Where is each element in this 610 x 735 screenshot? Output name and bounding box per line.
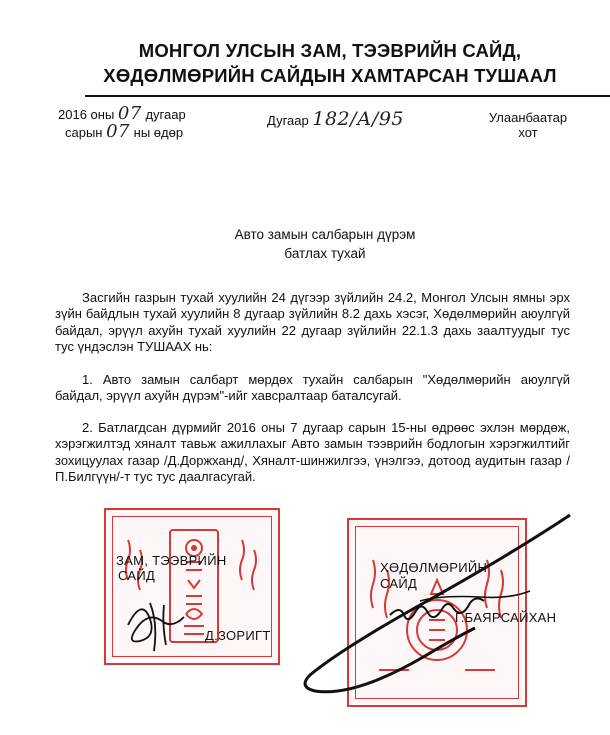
right-signer-name: Г.БАЯРСАЙХАН xyxy=(455,610,557,625)
header-rule xyxy=(85,95,610,97)
place-city: Улаанбаатар xyxy=(488,110,568,125)
date-line-1 xyxy=(58,103,186,124)
place-block xyxy=(483,110,573,140)
date-line-2 xyxy=(65,121,184,142)
clause-1-text: 1. Авто замын салбарт мөрдөх тухайн салбарын "Хөдөлмөрийн аюулгүй байдал, эрүүл ахуйн дүрэм"-ийг хавсралтаар баталсугай. xyxy=(55,372,570,404)
preamble-paragraph xyxy=(55,290,570,355)
number-block xyxy=(267,108,405,130)
place-suffix: хот xyxy=(518,125,538,140)
date-day-prefix: сарын xyxy=(65,125,103,140)
number-label: Дугаар xyxy=(267,113,309,128)
date-month-suffix: дугаар xyxy=(145,107,186,122)
doc-title-line-1: Авто замын салбарын дүрэм xyxy=(234,227,416,242)
left-handwritten-signature xyxy=(120,585,210,655)
header-line-2: ХӨДӨЛМӨРИЙН САЙДЫН ХАМТАРСАН ТУШААЛ xyxy=(103,65,557,86)
date-day-suffix: ны өдөр xyxy=(133,125,184,140)
clause-2-text: 2. Батлагдсан дүрмийг 2016 оны 7 дугаар сарын 15-ны өдрөөс эхлэн мөрдөж, хэрэгжилтэд хяналт тавьж ажиллахыг Авто замын тээврийн бодлогын хэрэгжилтийг зохицуулах газар /Д.Доржханд/, Хяналт-шинжилгээ, үнэлгээ, дотоод аудитын газар /П.Билгүүн/-т тус тус даалгасугай. xyxy=(55,420,570,484)
right-signer-title-2: САЙД xyxy=(380,576,418,591)
left-signer-title-2: САЙД xyxy=(118,568,156,583)
clause-1-paragraph xyxy=(55,372,570,405)
date-year: 2016 оны xyxy=(58,107,115,122)
header-line-1: МОНГОЛ УЛСЫН ЗАМ, ТЭЭВРИЙН САЙД, xyxy=(138,40,522,61)
doc-title-line-2: батлах тухай xyxy=(284,246,366,261)
right-signer-title-1: ХӨДӨЛМӨРИЙН xyxy=(380,560,488,575)
date-day-value: 07 xyxy=(106,121,131,142)
preamble-text: Засгийн газрын тухай хуулийн 24 дүгээр зүйлийн 24.2, Монгол Улсын ямны эрх зүйн байдлын тухай хуулийн 8 дугаар зүйлийн 8.2 дахь хэсэг, Хөдөлмөрийн аюулгүй байдал, эрүүл ахуйн тухай хуулийн 22 дугаар зүйлийн 22.1.3 дахь заалтуудыг тус тус үндэслэн ТУШААХ нь: xyxy=(55,290,570,354)
left-signer-title-1: ЗАМ, ТЭЭВРИЙН xyxy=(116,553,227,568)
left-signer-name: Д.ЗОРИГТ xyxy=(205,628,271,643)
date-month-value: 07 xyxy=(117,103,142,124)
clause-2-paragraph xyxy=(55,420,570,485)
right-handwritten-signature xyxy=(270,505,580,705)
number-value: 182/А/95 xyxy=(312,108,405,130)
